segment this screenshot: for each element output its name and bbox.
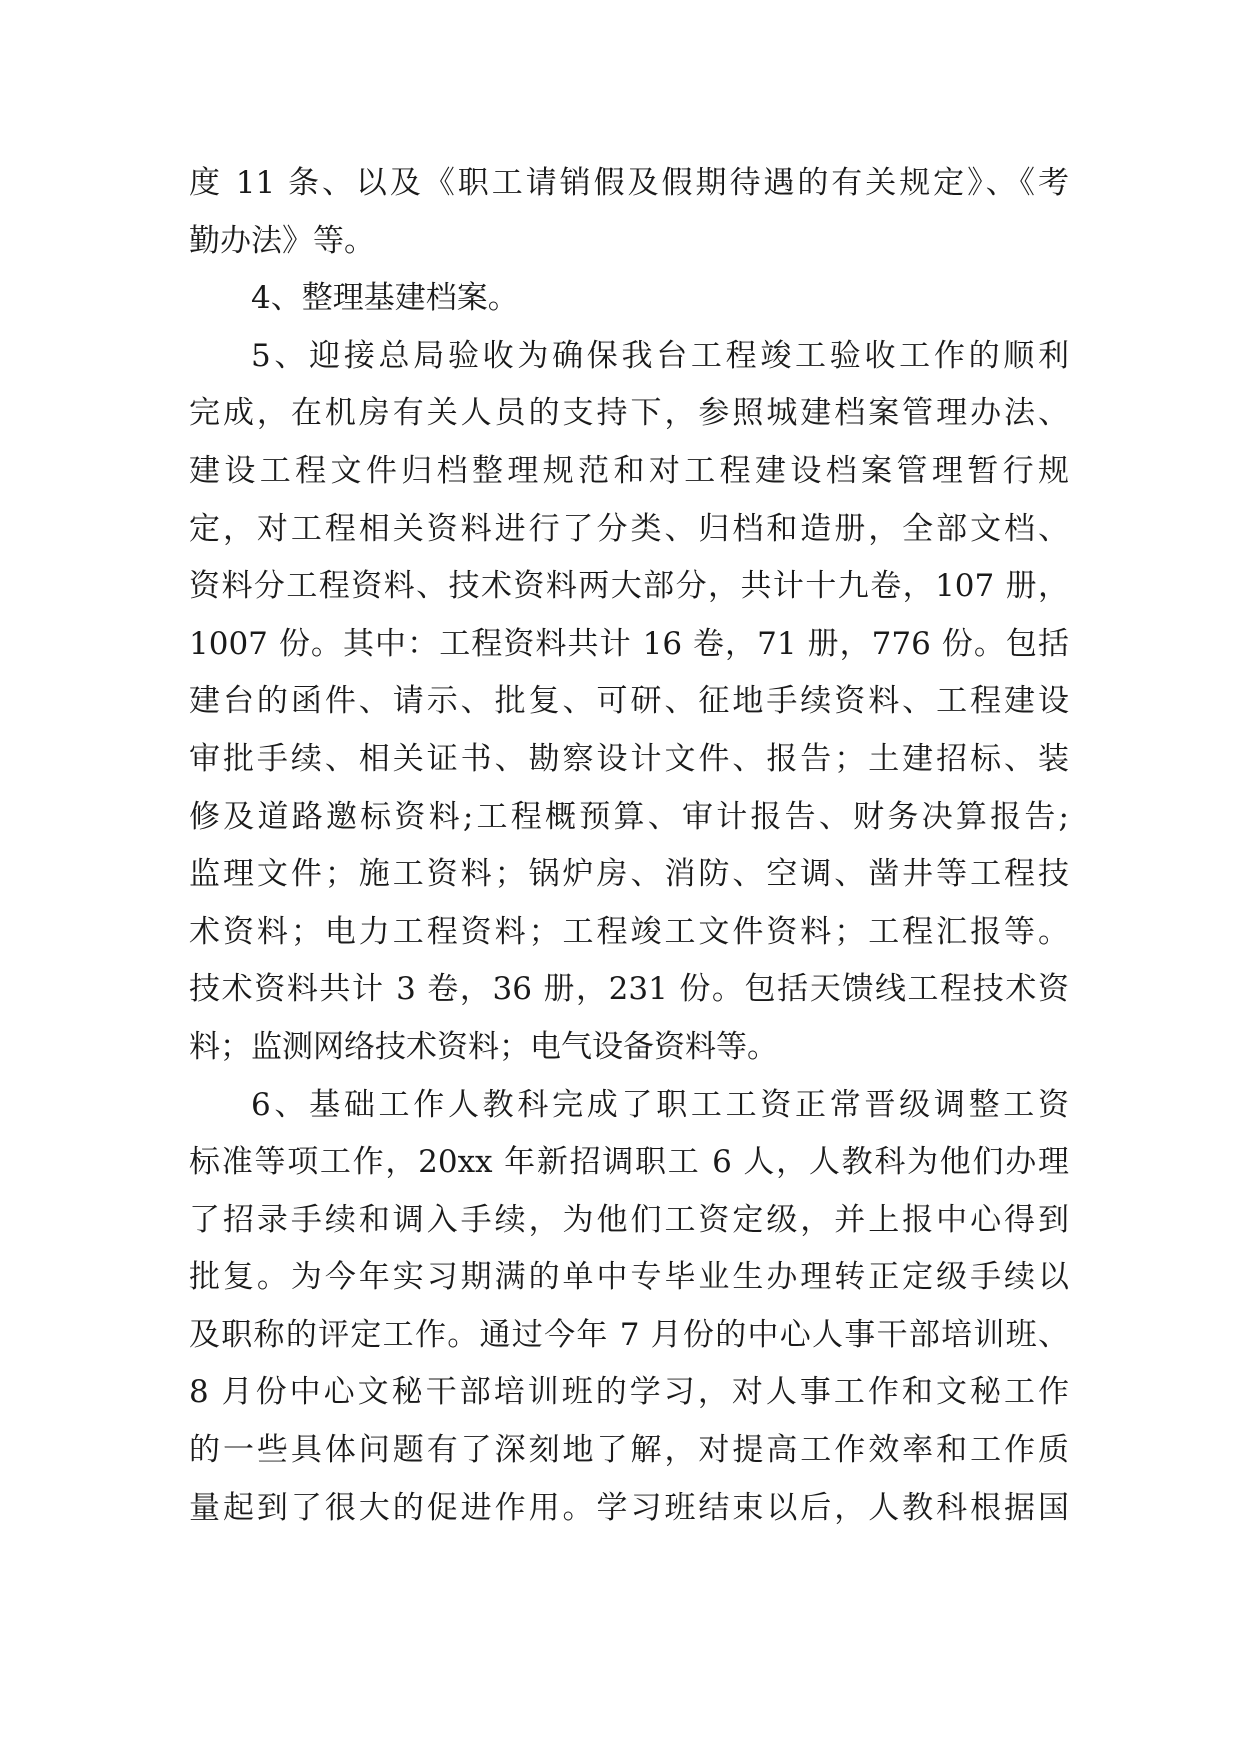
text-line: 术资料；电力工程资料；工程竣工文件资料；工程汇报等。 [189,913,1069,950]
text-line: 修及道路邀标资料;工程概预算、审计报告、财务决算报告; [189,798,1069,835]
text-line: 监理文件；施工资料；锅炉房、消防、空调、凿井等工程技 [189,856,1069,893]
text-line: 资料分工程资料、技术资料两大部分，共计十九卷，107 册， [189,568,1069,605]
text-line: 1007 份。其中：工程资料共计 16 卷，71 册，776 份。包括 [189,625,1069,662]
text-line: 8 月份中心文秘干部培训班的学习，对人事工作和文秘工作 [189,1374,1069,1411]
text-line: 标准等项工作，20xx 年新招调职工 6 人，人教科为他们办理 [189,1144,1069,1181]
text-line: 建设工程文件归档整理规范和对工程建设档案管理暂行规 [189,452,1069,489]
text-line: 量起到了很大的促进作用。学习班结束以后，人教科根据国 [189,1489,1069,1526]
text-line: 了招录手续和调入手续，为他们工资定级，并上报中心得到 [189,1201,1069,1238]
text-line: 度 11 条、以及《职工请销假及假期待遇的有关规定》、《考 [189,165,1069,201]
text-line: 5、迎接总局验收为确保我台工程竣工验收工作的顺利 [251,337,1069,374]
text-line: 勤办法》等。 [189,222,375,259]
text-line: 完成，在机房有关人员的支持下，参照城建档案管理办法、 [189,395,1069,432]
text-line: 定，对工程相关资料进行了分类、归档和造册，全部文档、 [189,510,1069,547]
text-line: 批复。为今年实习期满的单中专毕业生办理转正定级手续以 [189,1259,1069,1296]
body-text [189,155,1069,1537]
text-line: 的一些具体问题有了深刻地了解，对提高工作效率和工作质 [189,1432,1069,1469]
text-line: 审批手续、相关证书、勘察设计文件、报告；土建招标、装 [189,740,1069,777]
text-line: 建台的函件、请示、批复、可研、征地手续资料、工程建设 [189,683,1069,720]
text-line: 及职称的评定工作。通过今年 7 月份的中心人事干部培训班、 [189,1316,1069,1353]
text-line: 技术资料共计 3 卷，36 册，231 份。包括天馈线工程技术资 [189,971,1069,1008]
text-line: 料；监测网络技术资料；电气设备资料等。 [189,1028,778,1065]
text-line: 4、整理基建档案。 [251,280,519,317]
text-line: 6、基础工作人教科完成了职工工资正常晋级调整工资 [251,1086,1069,1123]
